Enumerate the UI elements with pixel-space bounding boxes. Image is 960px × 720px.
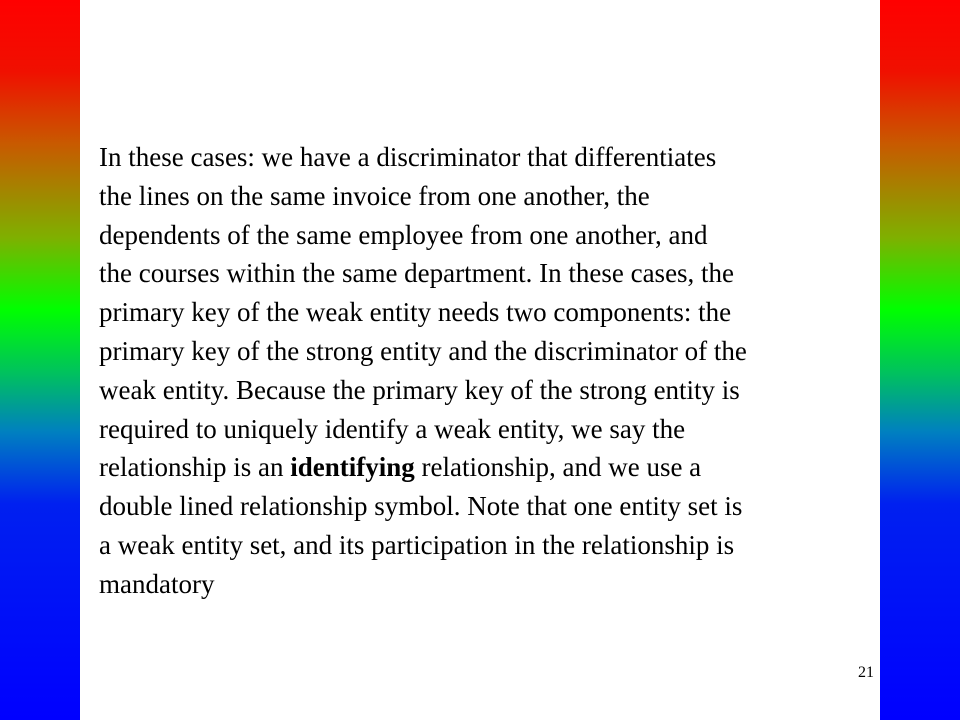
paragraph-line-10: double lined relationship symbol. Note that one entity set is [99,491,743,522]
paragraph-line-1: In these cases: we have a discriminator that differentiates [99,142,717,172]
right-gradient-bar [880,0,960,720]
paragraph-line-12: mandatory [99,568,215,599]
paragraph-line-9-end: relationship, and we use a [414,452,702,483]
paragraph-line-9 [99,448,874,487]
paragraph-line-2: the lines on the same invoice from one another, the [99,180,650,211]
paragraph-line-4: the courses within the same department. In these cases, the [99,258,735,289]
paragraph-line-5: primary key of the weak entity needs two components: the [99,297,732,328]
paragraph-line-11: a weak entity set, and its participation in the relationship is [99,529,735,560]
paragraph-line-7: weak entity. Because the primary key of the strong entity is [99,374,740,405]
paragraph-line-9-start: relationship is an [99,452,291,483]
paragraph-line-6: primary key of the strong entity and the discriminator of the [99,335,747,366]
page-number: 21 [858,664,874,681]
left-gradient-bar [0,0,80,720]
identifying-emphasis: identifying [290,452,415,483]
paragraph-line-8: required to uniquely identify a weak entity, we say the [99,413,686,444]
paragraph-line-3: dependents of the same employee from one another, and [99,219,708,250]
slide-body-paragraph [99,138,874,604]
